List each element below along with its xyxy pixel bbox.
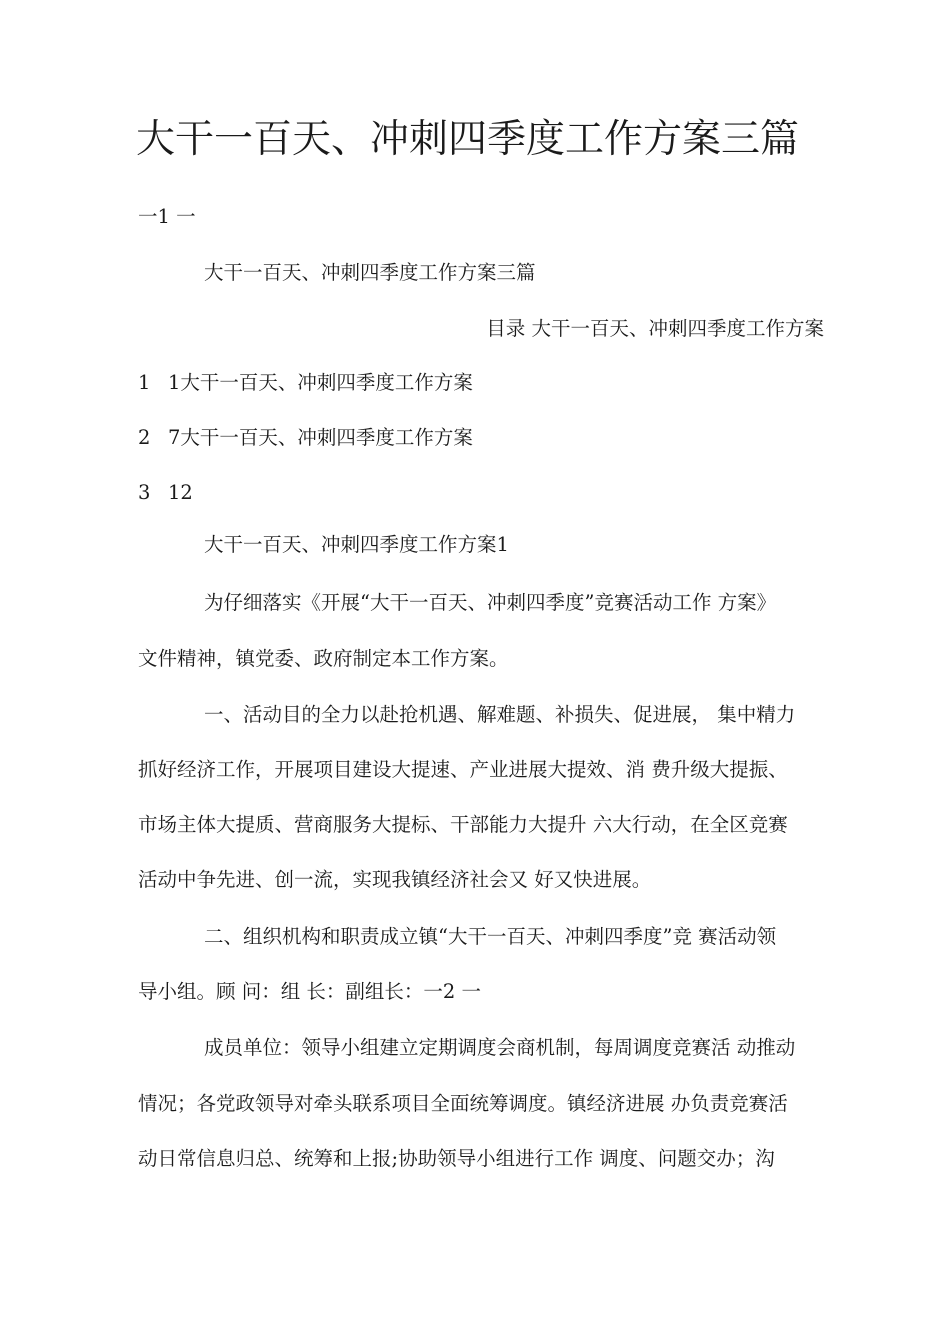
body-line: 市场主体大提质、营商服务大提标、干部能力大提升 六大行动，在全区竞赛 bbox=[138, 813, 788, 836]
toc-item-text: 7大干一百天、冲刺四季度工作方案 bbox=[168, 426, 473, 449]
body-line: 活动中争先进、创一流，实现我镇经济社会又 好又快进展。 bbox=[138, 868, 652, 891]
body-line: 一、活动目的全力以赴抢机遇、解难题、补损失、促进展， 集中精力 bbox=[204, 703, 796, 726]
body-line: 动日常信息归总、统筹和上报;协助领导小组进行工作 调度、问题交办；沟 bbox=[138, 1147, 775, 1170]
toc-heading: 目录 大干一百天、冲刺四季度工作方案 bbox=[486, 317, 824, 340]
body-line: 文件精神，镇党委、政府制定本工作方案。 bbox=[138, 647, 509, 670]
toc-item-number: 1 bbox=[138, 371, 151, 394]
body-line: 导小组。顾 问：组 长：副组长：一2 一 bbox=[138, 980, 482, 1003]
body-line: 抓好经济工作，开展项目建设大提速、产业进展大提效、消 费升级大提振、 bbox=[138, 758, 788, 781]
body-line: 成员单位：领导小组建立定期调度会商机制，每周调度竞赛活 动推动 bbox=[204, 1036, 796, 1059]
body-line: 二、组织机构和职责成立镇“大干一百天、冲刺四季度”竞 赛活动领 bbox=[204, 925, 777, 948]
body-line: 为仔细落实《开展“大干一百天、冲刺四季度”竞赛活动工作 方案》 bbox=[204, 591, 777, 614]
toc-item-text: 12 bbox=[168, 481, 193, 504]
toc-item-text: 1大干一百天、冲刺四季度工作方案 bbox=[168, 371, 473, 394]
body-line: 情况；各党政领导对牵头联系项目全面统筹调度。镇经济进展 办负责竞赛活 bbox=[138, 1092, 788, 1115]
toc-item-number: 2 bbox=[138, 426, 151, 449]
subtitle: 大干一百天、冲刺四季度工作方案三篇 bbox=[204, 261, 536, 284]
document-title: 大干一百天、冲刺四季度工作方案三篇 bbox=[136, 117, 800, 162]
toc-item-number: 3 bbox=[138, 481, 151, 504]
toc-item bbox=[138, 423, 473, 453]
section-heading: 大干一百天、冲刺四季度工作方案1 bbox=[204, 533, 509, 556]
toc-item bbox=[138, 478, 193, 508]
toc-item bbox=[138, 368, 473, 398]
page-marker: 一1 一 bbox=[138, 205, 196, 228]
